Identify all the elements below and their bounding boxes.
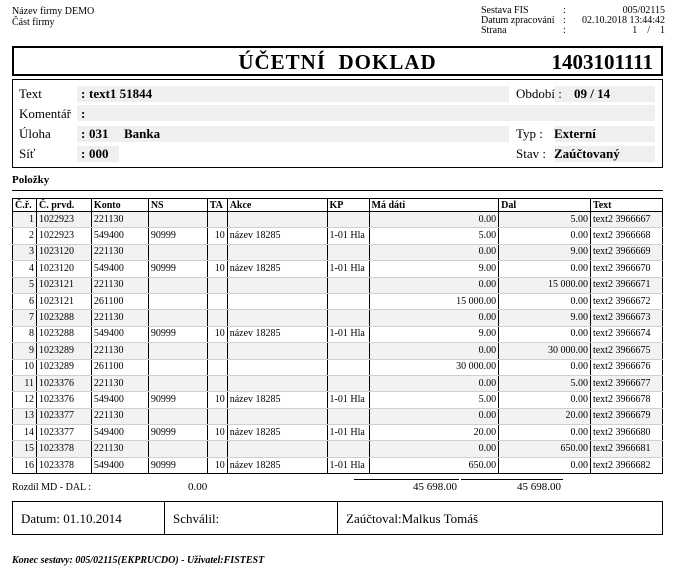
table-row [13, 359, 663, 375]
table-cell: 12 [13, 392, 37, 408]
table-cell: 20.00 [369, 425, 499, 441]
col-header: Č.ř. [13, 199, 37, 212]
table-cell: 1-01 Hla [327, 228, 369, 244]
komentar-shade [77, 105, 655, 121]
table-cell: 5.00 [499, 375, 591, 391]
table-cell: 9.00 [369, 326, 499, 342]
table-cell: 650.00 [369, 457, 499, 473]
table-cell [148, 359, 207, 375]
table-cell: text2 3966673 [590, 310, 662, 326]
table-row [13, 425, 663, 441]
table-cell [327, 310, 369, 326]
table-cell [327, 359, 369, 375]
table-cell: 5.00 [499, 212, 591, 228]
table-cell [327, 408, 369, 424]
rozdil-value: 0.00 [188, 481, 208, 493]
table-cell: 549400 [91, 261, 148, 277]
table-cell [327, 277, 369, 293]
table-row [13, 293, 663, 309]
table-cell [148, 441, 207, 457]
table-cell: 10 [207, 228, 227, 244]
table-cell: 1023376 [36, 375, 91, 391]
table-cell: text2 3966667 [590, 212, 662, 228]
table-cell [227, 408, 327, 424]
table-cell: 1023289 [36, 359, 91, 375]
table-cell: 90999 [148, 425, 207, 441]
table-cell: 1023378 [36, 441, 91, 457]
signature-box [12, 501, 663, 535]
table-cell [148, 375, 207, 391]
table-cell: 1023120 [36, 261, 91, 277]
table-cell: 30 000.00 [499, 343, 591, 359]
table-cell: text2 3966681 [590, 441, 662, 457]
table-cell: 13 [13, 408, 37, 424]
table-cell: text2 3966682 [590, 457, 662, 473]
col-header: Dal [499, 199, 591, 212]
table-cell: 549400 [91, 392, 148, 408]
table-cell: 221130 [91, 244, 148, 260]
report-meta [481, 6, 665, 36]
table-cell: 1-01 Hla [327, 457, 369, 473]
table-cell: 90999 [148, 326, 207, 342]
table-cell: název 18285 [227, 392, 327, 408]
table-cell: 15 000.00 [499, 277, 591, 293]
text-colon: : [81, 86, 86, 101]
uloha-name: Banka [124, 126, 161, 141]
table-cell: 9.00 [499, 310, 591, 326]
table-row [13, 244, 663, 260]
table-cell [227, 244, 327, 260]
col-header: Č. prvd. [36, 199, 91, 212]
schvalil-cell: Schválil: [165, 502, 338, 534]
table-cell: text2 3966676 [590, 359, 662, 375]
uloha-colon: : [81, 126, 86, 141]
table-row [13, 457, 663, 473]
table-cell: 7 [13, 310, 37, 326]
col-header: KP [327, 199, 369, 212]
table-cell: 221130 [91, 343, 148, 359]
table-cell: 0.00 [369, 343, 499, 359]
rozdil-label: Rozdíl MD - DAL : [12, 482, 92, 493]
uloha-code: 031 [89, 126, 109, 141]
table-cell: 549400 [91, 326, 148, 342]
table-cell: text2 3966675 [590, 343, 662, 359]
table-cell: 10 [207, 425, 227, 441]
company-header [12, 6, 94, 28]
table-cell: 1-01 Hla [327, 326, 369, 342]
table-cell [207, 343, 227, 359]
table-cell: 1023289 [36, 343, 91, 359]
table-cell [227, 277, 327, 293]
table-cell [148, 277, 207, 293]
col-header: TA [207, 199, 227, 212]
col-header: Konto [91, 199, 148, 212]
meta-colon: : [563, 5, 566, 16]
table-cell: text2 3966674 [590, 326, 662, 342]
table-cell: 0.00 [369, 408, 499, 424]
table-cell [207, 408, 227, 424]
table-cell: název 18285 [227, 457, 327, 473]
table-cell: 14 [13, 425, 37, 441]
items-table [12, 198, 663, 474]
col-header: Text [590, 199, 662, 212]
table-cell: název 18285 [227, 425, 327, 441]
table-cell: 5 [13, 277, 37, 293]
table-row [13, 277, 663, 293]
table-cell: 1023377 [36, 408, 91, 424]
table-cell [327, 244, 369, 260]
table-cell: 0.00 [499, 425, 591, 441]
table-cell: 0.00 [499, 261, 591, 277]
table-cell: 9.00 [499, 244, 591, 260]
col-header: NS [148, 199, 207, 212]
md-total: 45 698.00 [413, 481, 457, 493]
typ-value: Externí [554, 126, 596, 141]
table-cell: 1023378 [36, 457, 91, 473]
uloha-label: Úloha [19, 126, 51, 141]
table-cell [148, 293, 207, 309]
table-cell: text2 3966669 [590, 244, 662, 260]
table-cell: text2 3966678 [590, 392, 662, 408]
table-cell [207, 310, 227, 326]
meta-colon: : [563, 25, 566, 36]
table-cell: 15 000.00 [369, 293, 499, 309]
table-cell: 30 000.00 [369, 359, 499, 375]
table-cell [327, 343, 369, 359]
table-cell: 0.00 [499, 392, 591, 408]
table-cell: 0.00 [499, 359, 591, 375]
col-header: Akce [227, 199, 327, 212]
table-body [13, 212, 663, 474]
meta-label: Sestava FIS [481, 5, 529, 16]
table-cell: 90999 [148, 261, 207, 277]
stav-label: Stav : [516, 146, 546, 161]
table-cell: 221130 [91, 277, 148, 293]
table-cell: 650.00 [499, 441, 591, 457]
table-cell: 0.00 [369, 244, 499, 260]
table-cell [327, 375, 369, 391]
table-cell: 9 [13, 343, 37, 359]
table-cell: 261100 [91, 293, 148, 309]
table-cell: 1023288 [36, 326, 91, 342]
table-cell: 549400 [91, 425, 148, 441]
table-cell: 221130 [91, 408, 148, 424]
table-cell [227, 441, 327, 457]
table-cell: text2 3966671 [590, 277, 662, 293]
table-row [13, 326, 663, 342]
table-cell: název 18285 [227, 326, 327, 342]
table-cell: 90999 [148, 228, 207, 244]
table-cell: 261100 [91, 359, 148, 375]
table-cell [207, 293, 227, 309]
table-row [13, 375, 663, 391]
table-cell [227, 310, 327, 326]
table-cell: 1023120 [36, 244, 91, 260]
table-cell: 221130 [91, 310, 148, 326]
table-cell: 1023121 [36, 293, 91, 309]
table-cell: 3 [13, 244, 37, 260]
table-cell: 1-01 Hla [327, 392, 369, 408]
table-cell: 0.00 [369, 212, 499, 228]
table-cell: text2 3966677 [590, 375, 662, 391]
table-row [13, 408, 663, 424]
table-cell: 1023377 [36, 425, 91, 441]
table-cell: 10 [207, 326, 227, 342]
obdobi-label: Období : [516, 86, 562, 101]
table-cell: 549400 [91, 457, 148, 473]
document-number: 1403101111 [551, 50, 653, 74]
table-cell: 6 [13, 293, 37, 309]
table-cell: 9.00 [369, 261, 499, 277]
table-cell: text2 3966668 [590, 228, 662, 244]
table-row [13, 261, 663, 277]
table-row [13, 392, 663, 408]
table-cell: 221130 [91, 212, 148, 228]
table-cell [148, 408, 207, 424]
table-cell: text2 3966679 [590, 408, 662, 424]
table-cell: 20.00 [499, 408, 591, 424]
table-cell [148, 343, 207, 359]
table-cell: text2 3966672 [590, 293, 662, 309]
table-cell: 0.00 [499, 293, 591, 309]
table-cell: 5.00 [369, 228, 499, 244]
document-title: ÚČETNÍ DOKLAD [238, 50, 437, 74]
sit-colon: : [81, 146, 86, 161]
zauctoval-cell: Zaúčtoval:Malkus Tomáš [346, 511, 479, 526]
table-cell: 90999 [148, 457, 207, 473]
company-name: Název firmy DEMO [12, 6, 95, 17]
obdobi-value: 09 / 14 [574, 86, 611, 101]
table-cell: text2 3966670 [590, 261, 662, 277]
table-cell [148, 310, 207, 326]
table-cell: 10 [207, 457, 227, 473]
table-cell [327, 441, 369, 457]
table-cell: 221130 [91, 441, 148, 457]
table-cell: 0.00 [499, 457, 591, 473]
table-cell: 0.00 [369, 375, 499, 391]
text-label: Text [19, 86, 42, 101]
table-cell [327, 293, 369, 309]
table-cell: 0.00 [369, 441, 499, 457]
text-value: text1 51844 [89, 86, 153, 101]
sit-label: Síť [19, 146, 36, 161]
table-cell: 221130 [91, 375, 148, 391]
table-cell: 5.00 [369, 392, 499, 408]
table-cell: název 18285 [227, 228, 327, 244]
company-part: Část firmy [12, 17, 55, 28]
table-row [13, 310, 663, 326]
table-cell [327, 212, 369, 228]
table-row [13, 343, 663, 359]
table-cell [148, 244, 207, 260]
table-cell: 2 [13, 228, 37, 244]
polozky-title: Položky [12, 174, 50, 186]
document-info [12, 79, 663, 168]
table-cell: 4 [13, 261, 37, 277]
table-cell [207, 244, 227, 260]
sit-value: 000 [89, 146, 109, 161]
meta-label: Strana [481, 25, 507, 36]
table-cell: 1023288 [36, 310, 91, 326]
table-cell: 1-01 Hla [327, 261, 369, 277]
end-note: Konec sestavy: 005/02115(EKPRUCDO) - Uživatel:FISTEST [12, 555, 265, 566]
table-row [13, 228, 663, 244]
meta-value: 02.10.2018 13:44:42 [581, 15, 665, 26]
table-cell: 1022923 [36, 212, 91, 228]
table-cell: 0.00 [369, 310, 499, 326]
table-header-row [13, 199, 663, 212]
table-row [13, 212, 663, 228]
table-cell: 1-01 Hla [327, 425, 369, 441]
typ-label: Typ : [516, 126, 543, 141]
table-cell: text2 3966680 [590, 425, 662, 441]
table-cell: 1023121 [36, 277, 91, 293]
datum-cell: Datum: 01.10.2014 [13, 502, 165, 534]
komentar-colon: : [81, 106, 86, 121]
komentar-label: Komentář [19, 106, 71, 121]
table-cell: 10 [13, 359, 37, 375]
col-header: Má dáti [369, 199, 499, 212]
table-row [13, 441, 663, 457]
table-cell [227, 359, 327, 375]
table-cell [207, 375, 227, 391]
meta-value: 1 / 1 [632, 25, 665, 36]
table-cell [148, 212, 207, 228]
table-cell: 15 [13, 441, 37, 457]
table-cell: 90999 [148, 392, 207, 408]
meta-row [481, 26, 665, 36]
meta-value: 005/02115 [622, 5, 665, 16]
table-cell [227, 375, 327, 391]
table-cell [207, 277, 227, 293]
table-cell: 0.00 [369, 277, 499, 293]
table-cell [227, 343, 327, 359]
table-cell: 0.00 [499, 228, 591, 244]
table-cell: 549400 [91, 228, 148, 244]
table-cell: 10 [207, 261, 227, 277]
table-cell [227, 293, 327, 309]
table-cell: 10 [207, 392, 227, 408]
table-cell [207, 441, 227, 457]
md-total-line [354, 479, 459, 480]
table-cell [207, 212, 227, 228]
table-cell: 11 [13, 375, 37, 391]
section-divider [12, 190, 663, 191]
table-cell: 0.00 [499, 326, 591, 342]
table-cell: 1022923 [36, 228, 91, 244]
stav-value: Zaúčtovaný [554, 146, 620, 161]
table-cell: 8 [13, 326, 37, 342]
dal-total-line [461, 479, 563, 480]
meta-colon: : [563, 15, 566, 26]
table-cell: 1023376 [36, 392, 91, 408]
title-box [12, 46, 663, 76]
table-cell: název 18285 [227, 261, 327, 277]
meta-label: Datum zpracování [481, 15, 555, 26]
table-cell: 16 [13, 457, 37, 473]
table-cell: 1 [13, 212, 37, 228]
dal-total: 45 698.00 [517, 481, 561, 493]
table-cell [207, 359, 227, 375]
table-cell [227, 212, 327, 228]
